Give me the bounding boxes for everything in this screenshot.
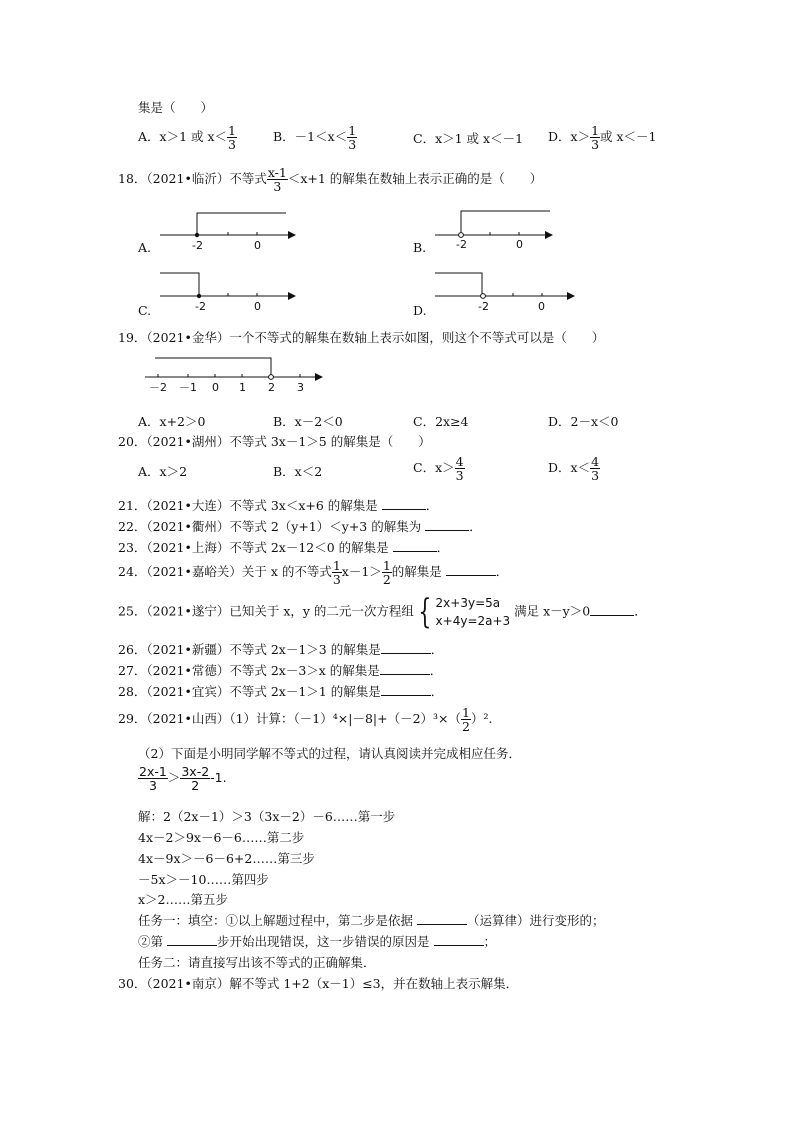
fraction: $\frac{1}{3}$ [332, 558, 341, 588]
number-line-d [425, 268, 585, 323]
q17-option-c: C．x＞1 或 x＜－1 [413, 131, 524, 146]
left-brace: { [418, 592, 432, 632]
fraction: $\frac{4}{3}$ [591, 454, 600, 484]
tick-label: -2 [478, 300, 489, 313]
tick-label: 0 [254, 300, 261, 313]
q29-step1: 解：2（2x－1）＞3（3x－2）－6……第一步 [138, 809, 396, 824]
q29-step5: x＞2……第五步 [138, 892, 229, 907]
answer-blank[interactable] [381, 641, 431, 654]
tick-label: 0 [516, 238, 523, 251]
q17-option-a: A．x＞1 或 x＜ $\frac{1}{3}$ [138, 123, 236, 153]
solution-ray [160, 273, 199, 296]
q19-option-b: B．x－2＜0 [273, 414, 343, 429]
fraction: $\frac{1}{3}$ [348, 123, 357, 153]
answer-blank[interactable] [446, 563, 496, 576]
number-line-c [150, 268, 300, 323]
tick-label: 0 [254, 239, 261, 252]
q29-step2: 4x－2＞9x－6－6……第二步 [138, 830, 305, 845]
answer-blank[interactable] [382, 497, 426, 510]
q17-continuation: 集是（ ） [138, 100, 214, 115]
tick-label: -2 [192, 239, 203, 252]
q29-part1: 29．（2021•山西）（1）计算：（－1）⁴×|－8|+（－2）³×（ $\frac{1}{2}$ ）². [118, 705, 493, 735]
tick-label: 0 [538, 300, 545, 313]
axis-arrow [315, 373, 323, 381]
q26: 26．（2021•新疆）不等式 2x－1＞3 的解集是 ． [118, 642, 444, 657]
q21: 21．（2021•大连）不等式 3x＜x+6 的解集是 ． [118, 498, 439, 513]
tick-label: 1 [239, 381, 246, 394]
q25: 25．（2021•遂宁）已知关于 x，y 的二元一次方程组 { 2x+3y=5a x+4y=2a+3 满足 x－y＞0 ． [118, 592, 647, 632]
q29-task1: 任务一：填空：①以上解题过程中，第二步是依据 （运算律）进行变形的； [138, 913, 605, 928]
q17-option-b: B．－1＜x＜ $\frac{1}{3}$ [273, 123, 357, 153]
hollow-point [269, 375, 274, 380]
q29-step4: －5x＞－10……第四步 [138, 872, 269, 887]
q19-stem: 19．（2021•金华）一个不等式的解集在数轴上表示如图，则这个不等式可以是（ ） [118, 330, 605, 345]
tick-label: 2 [268, 381, 275, 394]
tick-label: 0 [212, 381, 219, 394]
fraction: $\frac{x-1}{3}$ [267, 165, 287, 195]
tick-label: -2 [456, 238, 467, 251]
q18-label-c: C. [138, 303, 152, 318]
answer-blank[interactable] [590, 603, 634, 616]
solution-ray [155, 358, 271, 375]
q18-stem: 18．（2021•临沂）不等式 $\frac{x-1}{3}$ ＜x+1 的解集在数轴上表示正确的是（ ） [118, 165, 543, 195]
q18-label-b: B. [413, 240, 427, 255]
q19-option-d: D．2－x＜0 [548, 414, 619, 429]
answer-blank[interactable] [434, 933, 484, 946]
q19-number-line [140, 350, 340, 400]
q28: 28．（2021•宜宾）不等式 2x－1＞1 的解集是 ． [118, 684, 444, 699]
fraction: $\frac{1}{3}$ [228, 123, 236, 153]
q18-label-a: A. [138, 240, 152, 255]
fraction: $\frac{1}{2}$ [382, 558, 391, 588]
q18-label-d: D. [413, 303, 427, 318]
q29-task2: 任务二：请直接写出该不等式的正确解集． [138, 955, 376, 970]
q20-option-c: C．x＞ $\frac{4}{3}$ [413, 454, 464, 484]
q20-option-d: D．x＜ $\frac{4}{3}$ [548, 454, 600, 484]
q20-option-a: A．x＞2 [138, 464, 188, 479]
equation-system: 2x+3y=5a x+4y=2a+3 [435, 596, 511, 628]
q23: 23．（2021•上海）不等式 2x－12＜0 的解集是 ． [118, 540, 450, 555]
fraction: $\frac{3x-2}{2}$ [181, 764, 210, 794]
q29-task1-part2: ②第 步开始出现错误，这一步错误的原因是 ； [138, 934, 497, 949]
q17-option-d: D．x＞ $\frac{1}{3}$ 或 x＜－1 [548, 123, 657, 153]
tick-label: －1 [179, 381, 197, 394]
q29-part2-intro: （2）下面是小明同学解不等式的过程，请认真阅读并完成相应任务． [138, 746, 521, 761]
tick-label: -2 [195, 300, 206, 313]
q20-option-b: B．x＜2 [273, 464, 323, 479]
number-line-b [425, 205, 575, 260]
answer-blank[interactable] [380, 662, 430, 675]
solid-point [195, 233, 199, 237]
q27: 27．（2021•常德）不等式 2x－3＞x 的解集是 ． [118, 663, 443, 678]
q29-inequality: $\frac{2x-1}{3}$ ＞ $\frac{3x-2}{2}$ -1. [139, 764, 227, 794]
q29-step3: 4x－9x＞－6－6+2……第三步 [138, 851, 315, 866]
fraction: $\frac{2x-1}{3}$ [139, 764, 167, 794]
solution-ray [435, 273, 482, 294]
axis-arrow [567, 292, 575, 300]
q24: 24．（2021•嘉峪关）关于 x 的不等式 $\frac{1}{3}$ x－1＞ $\frac{1}{2}$ 的解集是 ． [118, 558, 509, 588]
axis-arrow [288, 231, 296, 239]
answer-blank[interactable] [381, 683, 431, 696]
q22: 22．（2021•衢州）不等式 2（y+1）＜y+3 的解集为 ． [118, 519, 482, 534]
solution-ray [197, 213, 286, 235]
axis-arrow [545, 231, 553, 239]
hollow-point [459, 233, 464, 238]
tick-label: 3 [297, 381, 304, 394]
answer-blank[interactable] [417, 912, 467, 925]
q20-stem: 20．（2021•湖州）不等式 3x－1＞5 的解集是（ ） [118, 434, 431, 449]
q19-option-c: C．2x≥4 [413, 414, 469, 429]
fraction: $\frac{4}{3}$ [455, 454, 464, 484]
fraction: $\frac{1}{2}$ [462, 705, 470, 735]
answer-blank[interactable] [393, 539, 437, 552]
axis-arrow [288, 292, 296, 300]
fraction: $\frac{1}{3}$ [591, 123, 600, 153]
solution-ray [461, 211, 550, 233]
number-line-a [150, 205, 300, 260]
answer-blank[interactable] [425, 518, 469, 531]
q30: 30．（2021•南京）解不等式 1+2（x－1）≤3，并在数轴上表示解集． [118, 976, 519, 991]
q19-option-a: A．x+2＞0 [138, 414, 206, 429]
answer-blank[interactable] [167, 933, 217, 946]
hollow-point [481, 294, 486, 299]
solid-point [197, 294, 201, 298]
tick-label: －2 [149, 381, 167, 394]
